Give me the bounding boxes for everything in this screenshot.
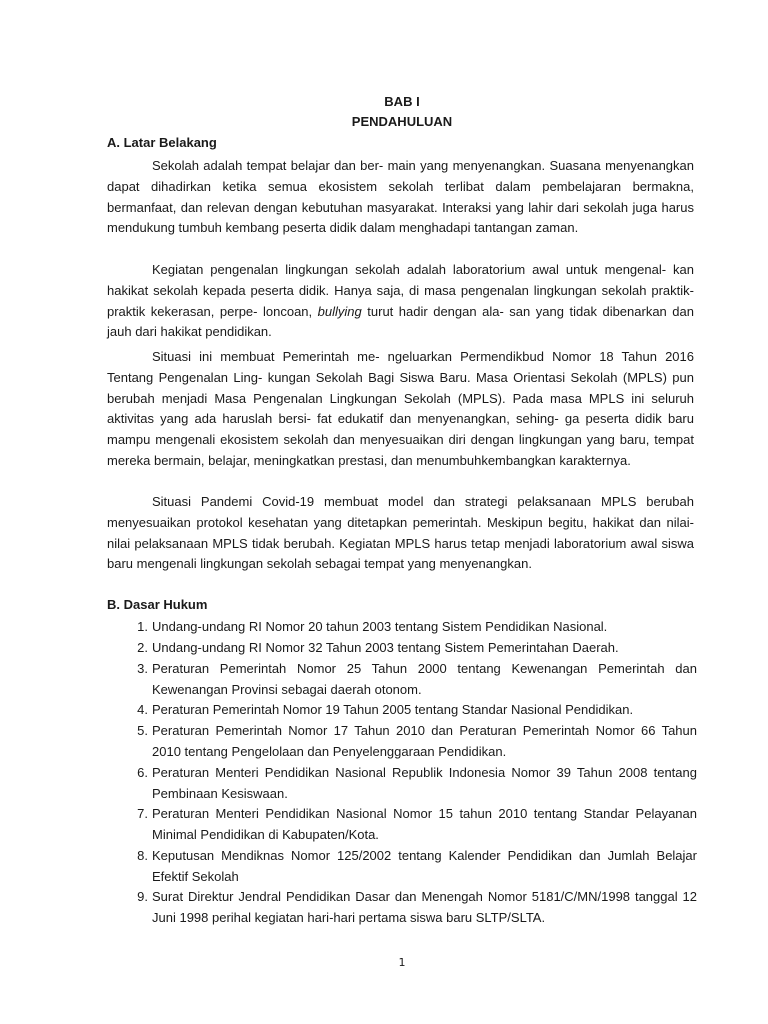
list-item-text: Undang-undang RI Nomor 20 tahun 2003 tentang Sistem Pendidikan Nasional.: [152, 619, 608, 634]
italic-term: bullying: [317, 303, 362, 319]
list-item-text: Peraturan Pemerintah Nomor 19 Tahun 2005 tentang Standar Nasional Pendidikan.: [152, 702, 634, 717]
list-item-text: Peraturan Pemerintah Nomor 25 Tahun 2000 tentang Kewenangan Pemerintah dan Kewenangan Provinsi sebagai daerah otonom.: [152, 661, 697, 697]
page-number: 1: [398, 956, 406, 969]
paragraph-4: Situasi Pandemi Covid-19 membuat model dan strategi pelaksanaan MPLS berubah menyesuaikan protokol kesehatan yang ditetapkan pemerintah. Meskipun begitu, hakikat dan nilai-nilai pelaksanaan MPLS tidak berubah. Kegiatan MPLS harus tetap menjadi laboratorium awal siswa baru mengenali lingkungan sekolah sebagai tempat yang menyenangkan.: [107, 494, 694, 572]
chapter-title: BAB I: [384, 94, 420, 109]
list-item: [107, 887, 697, 929]
section-b-title: B. Dasar Hukum: [107, 597, 208, 612]
list-item: [107, 700, 697, 721]
list-item-number: 2.: [137, 640, 148, 655]
list-item: [107, 617, 697, 638]
list-item-number: 9.: [137, 889, 148, 904]
paragraph-2-part-2: turut hadir dengan ala- san yang tidak dibenarkan dan jauh dari hakikat pendidikan.: [107, 303, 694, 340]
paragraph-2-part-1: Kegiatan pengenalan lingkungan sekolah adalah laboratorium awal untuk mengenal- kan hakikat sekolah kepada peserta didik. Hanya saja, di masa pengenalan lingkungan sekolah praktik-praktik kekerasan, perpe- loncoan,: [107, 262, 694, 319]
section-a-title: A. Latar Belakang: [107, 135, 217, 150]
paragraph-3: Situasi ini membuat Pemerintah me- ngeluarkan Permendikbud Nomor 18 Tahun 2016 Tentang Pengenalan Ling- kungan Sekolah Bagi Siswa Baru. Masa Orientasi Sekolah (MPLS) pun berubah menjadi Masa Pengenalan Lingkungan Sekolah (MPLS). Pada masa MPLS ini seluruh aktivitas yang ada haruslah bersi- fat edukatif dan menyenangkan, sehing- ga peserta didik baru mampu mengenali ekosistem sekolah dan menyesuaikan diri dengan lingkungan yang baru, tempat mereka bermain, belajar, meningkatkan prestasi, dan menumbuhkembangkan karakternya.: [107, 349, 694, 468]
list-item-number: 7.: [137, 806, 148, 821]
list-item-number: 3.: [137, 661, 148, 676]
list-item: [107, 659, 697, 701]
list-item-text: Peraturan Menteri Pendidikan Nasional Nomor 15 tahun 2010 tentang Standar Pelayanan Minimal Pendidikan di Kabupaten/Kota.: [152, 806, 697, 842]
list-item-number: 1.: [137, 619, 148, 634]
paragraph-2: [107, 260, 694, 343]
list-item-number: 5.: [137, 723, 148, 738]
list-item-text: Peraturan Pemerintah Nomor 17 Tahun 2010 dan Peraturan Pemerintah Nomor 66 Tahun 2010 tentang Pengelolaan dan Penyelenggaraan Pendidikan.: [152, 723, 697, 759]
list-item-number: 4.: [137, 702, 148, 717]
list-item: [107, 721, 697, 763]
list-item: [107, 763, 697, 805]
list-item-text: Peraturan Menteri Pendidikan Nasional Republik Indonesia Nomor 39 Tahun 2008 tentang Pembinaan Kesiswaan.: [152, 765, 697, 801]
list-item: [107, 804, 697, 846]
chapter-subtitle: PENDAHULUAN: [351, 114, 453, 129]
list-item-text: Keputusan Mendiknas Nomor 125/2002 tentang Kalender Pendidikan dan Jumlah Belajar Efektif Sekolah: [152, 848, 697, 884]
list-item-number: 6.: [137, 765, 148, 780]
list-item-text: Undang-undang RI Nomor 32 Tahun 2003 tentang Sistem Pemerintahan Daerah.: [152, 640, 619, 655]
list-item-number: 8.: [137, 848, 148, 863]
list-item-text: Surat Direktur Jendral Pendidikan Dasar dan Menengah Nomor 5181/C/MN/1998 tanggal 12 Juni 1998 perihal kegiatan hari-hari pertama siswa baru SLTP/SLTA.: [152, 889, 697, 925]
list-item: [107, 638, 697, 659]
paragraph-1: Sekolah adalah tempat belajar dan ber- main yang menyenangkan. Suasana menyenangkan dapat dihadirkan ketika semua ekosistem sekolah terlibat dalam pembelajaran bermakna, bermanfaat, dan relevan dengan kebutuhan masyarakat. Interaksi yang lahir dari sekolah juga harus mendukung tumbuh kembang peserta didik dalam menghadapi tantangan zaman.: [107, 158, 694, 236]
list-item: [107, 846, 697, 888]
